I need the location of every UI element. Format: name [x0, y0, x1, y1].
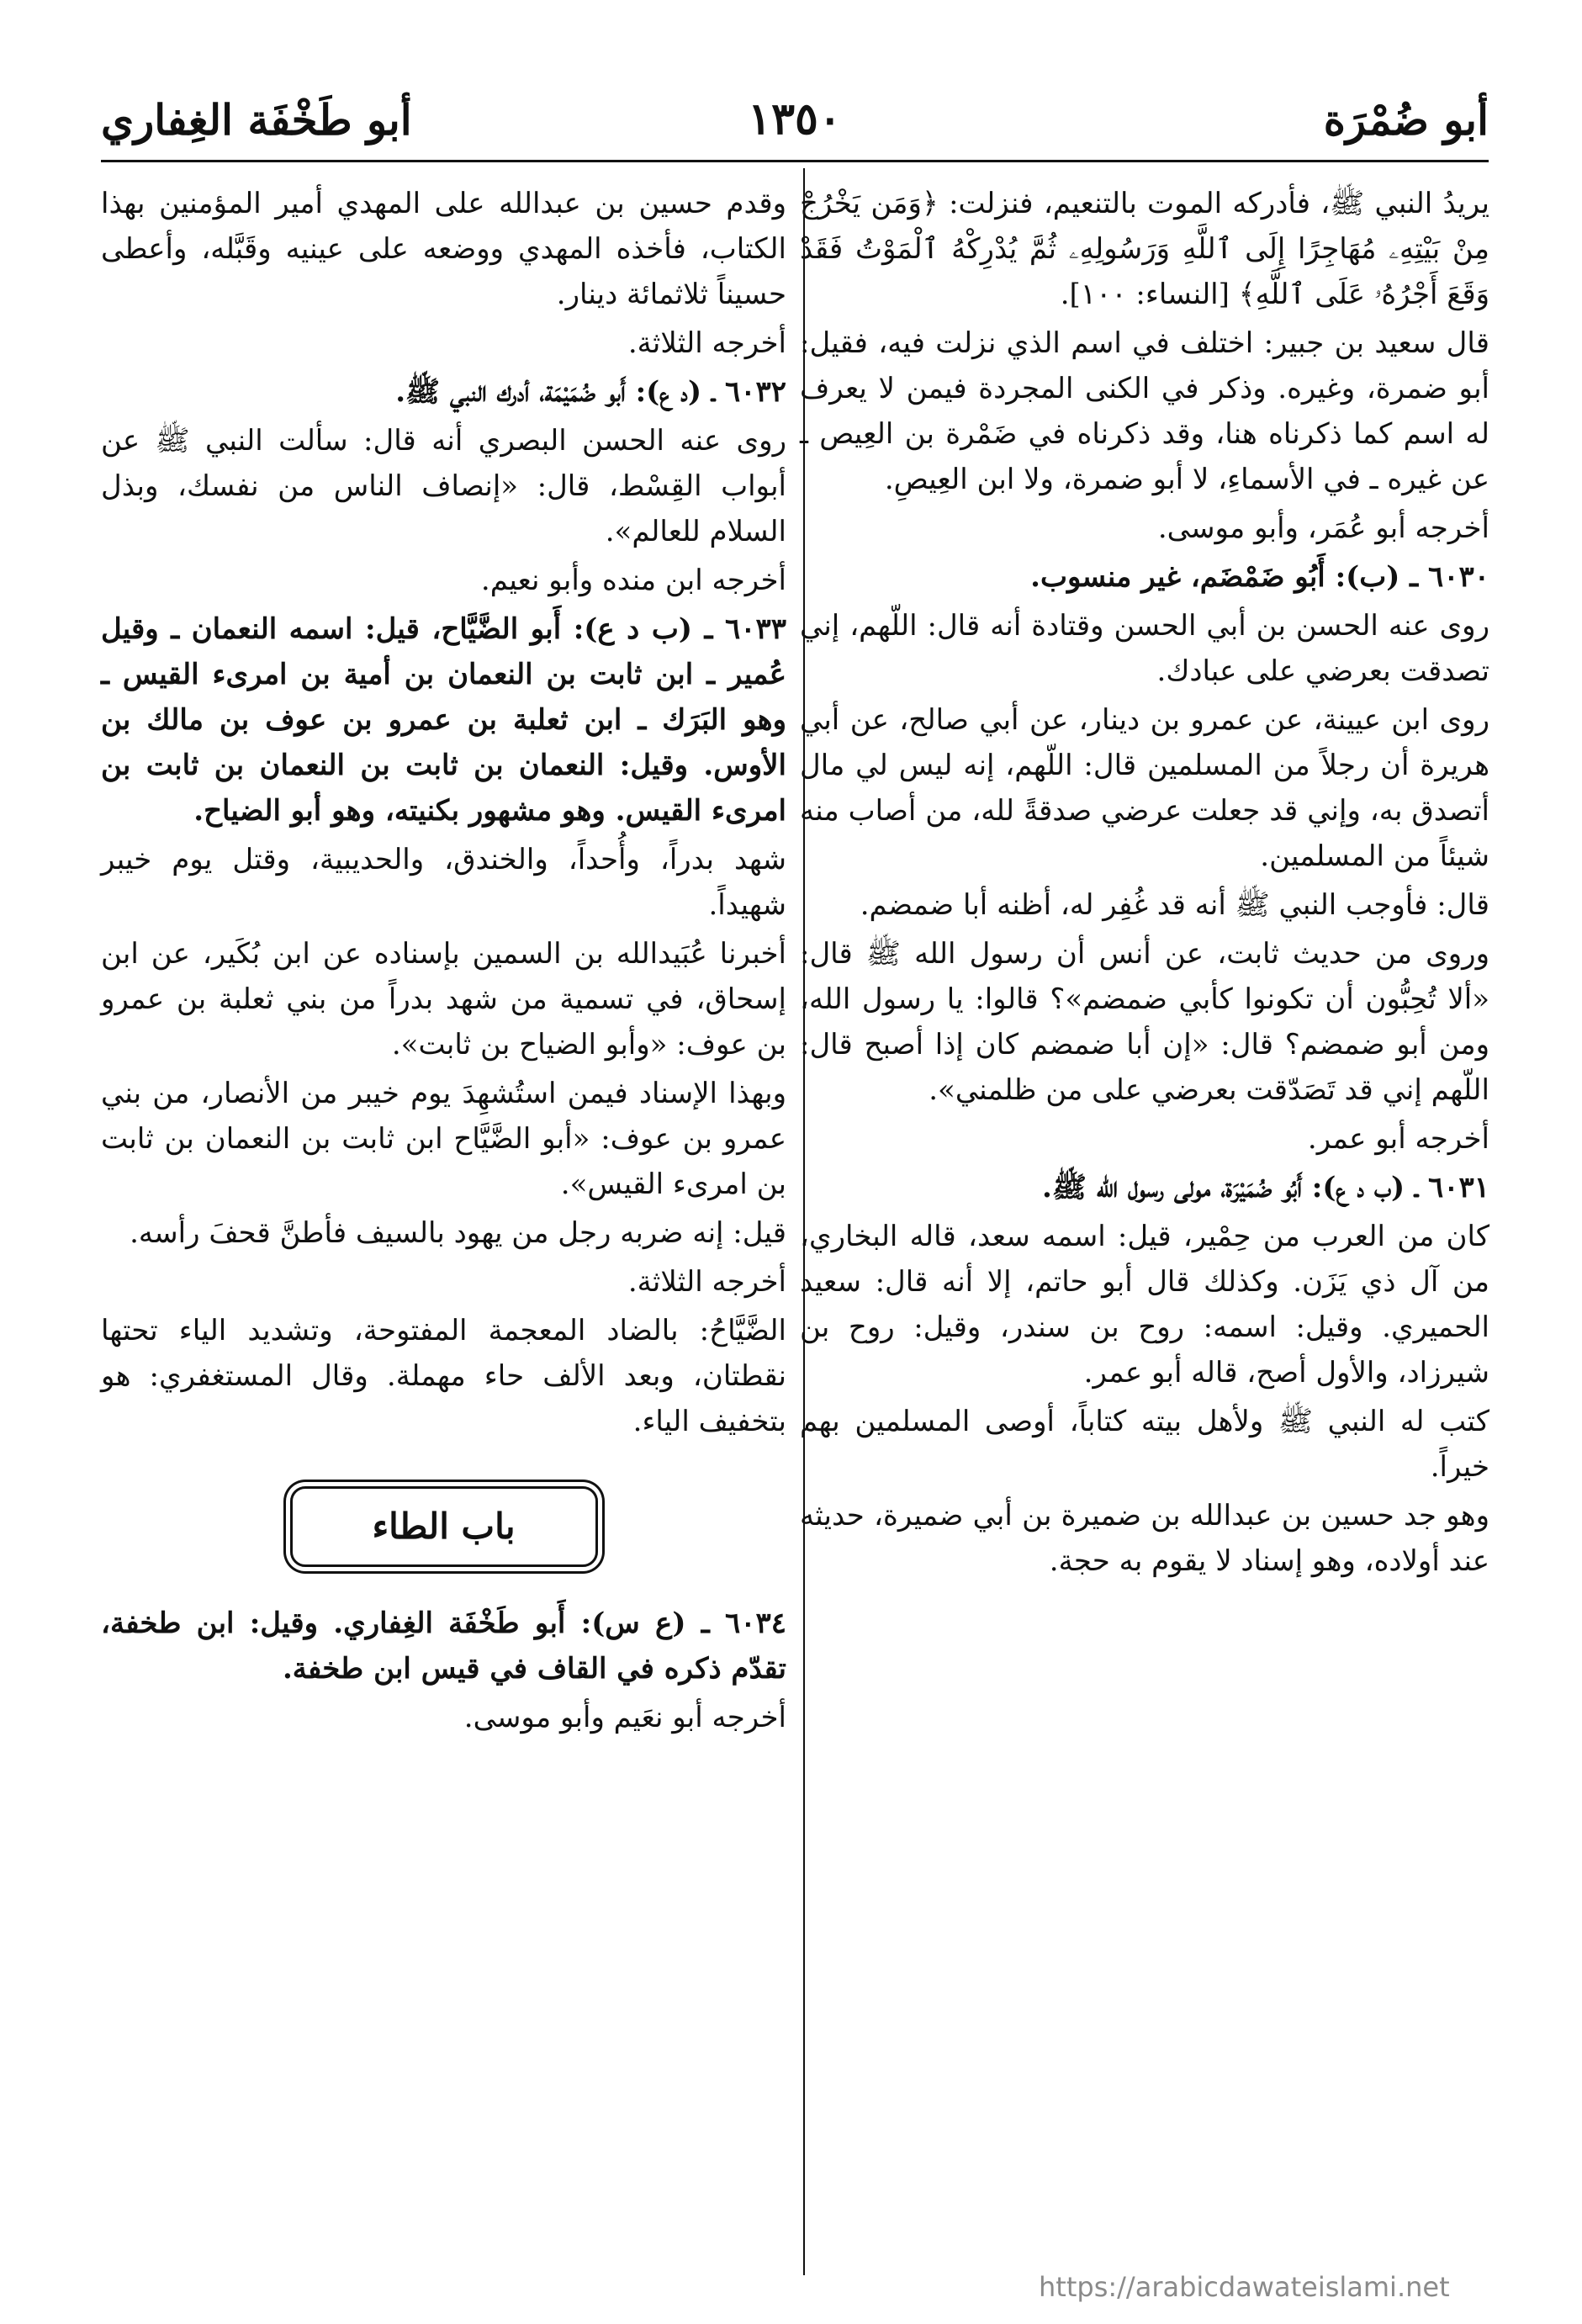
- paragraph: أخرجه الثلاثة.: [627, 326, 786, 360]
- entry-heading: ٦٠٣٢ ـ (د ع): أَبو ضُمَيْمَة، أدرك النبي ﷺ.: [395, 375, 786, 409]
- entry-heading: ٦٠٣٤ ـ (ع س): أَبو طَخْفَة الغِفاري. وقيل: ابن طخفة، تقدّم ذكره في القاف في قيس ابن طخفة.: [101, 1607, 787, 1686]
- paragraph: كان من العرب من حِمْير، قيل: اسمه سعد، قاله البخاري، من آل ذي يَزَن. وكذلك قال أبو حاتم، إلا أنه قال: سعيد الحميري. وقيل: اسمه: روح بن سندر، وقيل: روح بن شيرزاد، والأول أصح، قاله أبو عمر.: [800, 1220, 1489, 1390]
- paragraph: روى عنه الحسن بن أبي الحسن وقتادة أنه قال: اللّهم، إني تصدقت بعرضي على عبادك.: [800, 609, 1489, 688]
- paragraph: أخرجه أبو عُمَر، وأبو موسى.: [1157, 511, 1489, 545]
- section-title: باب الطاء: [372, 1506, 516, 1547]
- paragraph: روى عنه الحسن البصري أنه قال: سألت النبي ﷺ عن أبواب القِسْط، قال: «إنصاف الناس من نفسك، وبذل السلام للعالم».: [101, 424, 786, 548]
- paragraph: أخرجه الثلاثة.: [627, 1265, 786, 1299]
- watermark-url: https://arabicdawateislami.net: [1039, 2271, 1450, 2303]
- page-header: [101, 84, 1489, 162]
- page-number: ١٣٥٠: [748, 93, 842, 145]
- paragraph: وبهذا الإسناد فيمن استُشهِدَ يوم خيبر من الأنصار، من بني عمرو بن عوف: «أبو الضَّيَّاح ابن ثابت بن النعمان بن ثابت بن امرىء القيس».: [101, 1077, 786, 1201]
- paragraph: روى ابن عيينة، عن عمرو بن دينار، عن أبي صالح، عن أبي هريرة أن رجلاً من المسلمين قال: اللّهم، إنه ليس لي مال أتصدق به، وإني قد جعلت عرضي صدقةً لله، من أصاب منه شيئاً من المسلمين.: [800, 703, 1489, 873]
- paragraph: أخبرنا عُبَيدالله بن السمين بإسناده عن ابن بُكَير، عن ابن إسحاق، في تسمية من شهد بدراً من بني ثعلبة بن عمرو بن عوف: «وأبو الضياح بن ثابت».: [101, 937, 786, 1061]
- paragraph: وروى من حديث ثابت، عن أنس أن رسول الله ﷺ قال: «ألا تُحِبُّون أن تكونوا كأبي ضمضم»؟ قالوا: يا رسول الله، ومن أبو ضمضم؟ قال: «إن أبا ضمضم كان إذا أصبح قال: اللّهم إني قد تَصَدّقت بعرضي على من ظلمني».: [800, 937, 1489, 1107]
- entry-heading: ٦٠٣٠ ـ (ب): أَبُو ضَمْضَم، غير منسوب.: [1030, 560, 1489, 594]
- paragraph: قال: فأوجب النبي ﷺ أنه قد غُفِر له، أظنه أبا ضمضم.: [860, 888, 1489, 922]
- section-title-box: [290, 1486, 598, 1567]
- left-column: [101, 181, 786, 1744]
- paragraph: قيل: إنه ضربه رجل من يهود بالسيف فأطنَّ قحفَ رأسه.: [130, 1216, 786, 1250]
- paragraph: أخرجه أبو عمر.: [1307, 1122, 1489, 1156]
- paragraph: أخرجه ابن منده وأبو نعيم.: [480, 564, 786, 597]
- paragraph: شهد بدراً، وأُحداً، والخندق، والحديبية، وقتل يوم خيبر شهيداً.: [101, 843, 786, 922]
- paragraph: الضَّيَّاحُ: بالضاد المعجمة المفتوحة، وتشديد الياء تحتها نقطتان، وبعد الألف حاء مهملة. وقال المستغفري: هو بتخفيف الياء.: [101, 1314, 786, 1438]
- entry-heading: ٦٠٣٣ ـ (ب د ع): أَبو الضَّيَّاح، قيل: اسمه النعمان ـ وقيل عُمير ـ ابن ثابت بن النعمان بن أمية بن امرىء القيس ـ وهو البَرَك ـ ابن ثعلبة بن عمرو بن عوف بن مالك بن الأوس. وقيل: النعمان بن ثابت بن النعمان بن ثابت بن امرىء القيس. وهو مشهور بكنيته، وهو أبو الضياح.: [101, 612, 786, 828]
- paragraph: يريدُ النبي ﷺ، فأدركه الموت بالتنعيم، فنزلت: ﴿وَمَن يَخْرُجْ مِنْ بَيْتِهِۦ مُهَاجِرًا إِلَى ٱللَّهِ وَرَسُولِهِۦ ثُمَّ يُدْرِكْهُ ٱلْمَوْتُ فَقَدْ وَقَعَ أَجْرُهُۥ عَلَى ٱللَّهِ﴾ [النساء: ١٠٠].: [800, 187, 1489, 311]
- running-title-left: أبو طَخْفَة الغِفاري: [101, 95, 412, 145]
- paragraph: أخرجه أبو نعَيم وأبو موسى.: [463, 1701, 786, 1734]
- entry-heading: ٦٠٣١ ـ (ب د ع): أَبُو ضُمَيْرَة، مولى رسول الله ﷺ.: [1041, 1171, 1489, 1204]
- right-column: [800, 181, 1489, 1587]
- paragraph: قال سعيد بن جبير: اختلف في اسم الذي نزلت فيه، فقيل: أبو ضمرة، وغيره. وذكر في الكنى المجردة فيمن لا يعرف له اسم كما ذكرناه هنا، وقد ذكرناه في ضَمْرة بن العِيص ـ عن غيره ـ في الأسماءِ، لا أبو ضمرة، ولا ابن العِيصِ.: [800, 326, 1489, 496]
- paragraph: كتب له النبي ﷺ ولأهل بيته كتاباً، أوصى المسلمين بهم خيراً.: [800, 1405, 1489, 1484]
- running-title-right: أبو ضُمْرَة: [1323, 95, 1489, 145]
- paragraph: وهو جد حسين بن عبدالله بن ضميرة بن أبي ضميرة، حديثه عند أولاده، وهو إسناد لا يقوم به حجة.: [800, 1499, 1489, 1578]
- paragraph: وقدم حسين بن عبدالله على المهدي أمير المؤمنين بهذا الكتاب، فأخذه المهدي ووضعه على عينيه وقَبَّله، وأعطى حسيناً ثلاثمائة دينار.: [101, 187, 786, 311]
